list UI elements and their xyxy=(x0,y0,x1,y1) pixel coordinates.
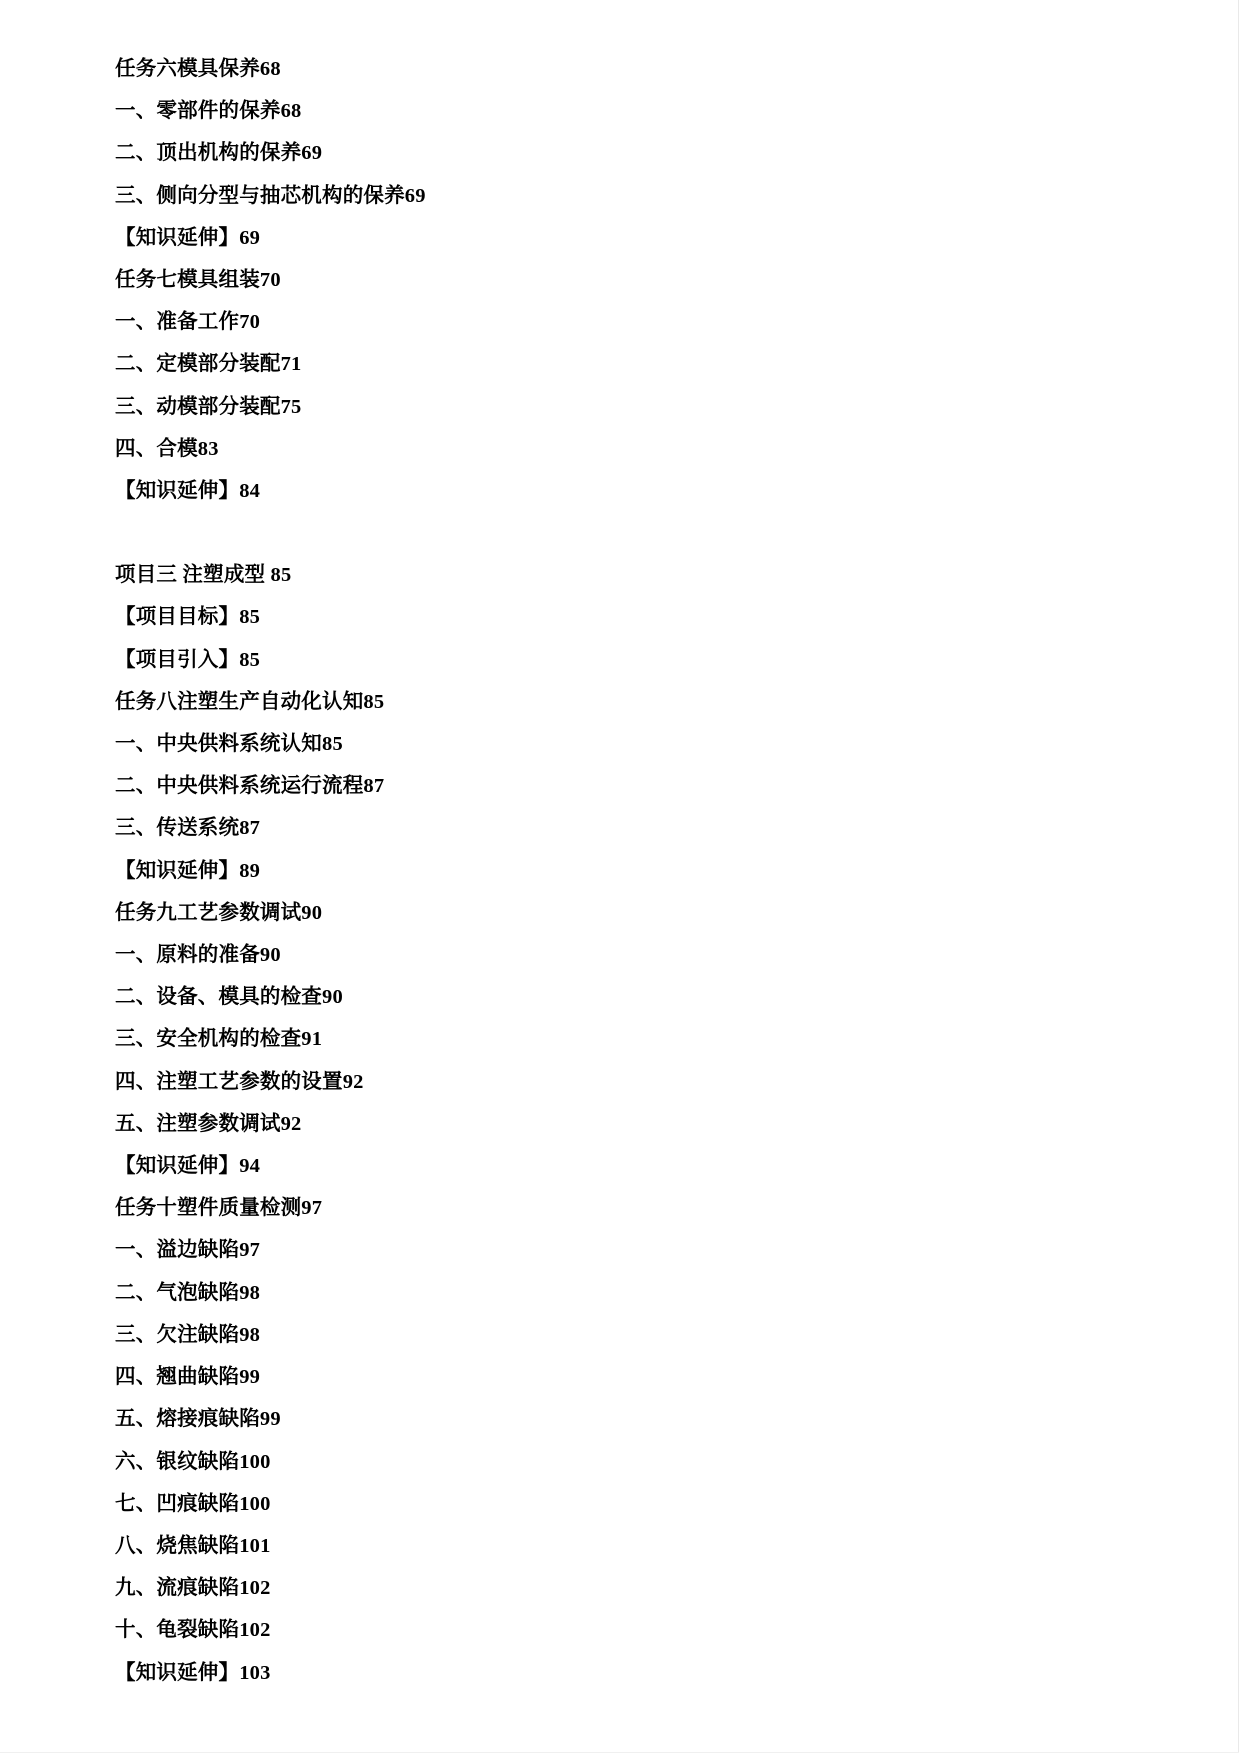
toc-entry[interactable]: 九、流痕缺陷102 xyxy=(115,1577,271,1600)
toc-entry[interactable]: 任务十塑件质量检测97 xyxy=(115,1197,323,1220)
table-of-contents xyxy=(115,48,1125,1694)
toc-entry[interactable]: 一、原料的准备90 xyxy=(115,944,281,967)
toc-entry[interactable]: 一、溢边缺陷97 xyxy=(115,1239,261,1262)
toc-entry[interactable]: 一、准备工作70 xyxy=(115,311,261,334)
toc-entry[interactable]: 二、气泡缺陷98 xyxy=(115,1281,261,1304)
toc-entry[interactable]: 任务八注塑生产自动化认知85 xyxy=(115,690,385,713)
toc-entry[interactable]: 三、安全机构的检查91 xyxy=(115,1028,323,1051)
toc-entry[interactable]: 四、翘曲缺陷99 xyxy=(115,1366,261,1389)
toc-entry[interactable]: 项目三 注塑成型 85 xyxy=(115,564,292,587)
toc-entry[interactable]: 五、熔接痕缺陷99 xyxy=(115,1408,281,1431)
toc-entry[interactable]: 一、中央供料系统认知85 xyxy=(115,733,343,756)
toc-entry[interactable]: 【知识延伸】103 xyxy=(115,1661,271,1684)
toc-entry[interactable]: 三、传送系统87 xyxy=(115,817,261,840)
toc-entry[interactable]: 任务九工艺参数调试90 xyxy=(115,901,323,924)
toc-spacer xyxy=(115,512,1125,554)
toc-entry[interactable]: 三、欠注缺陷98 xyxy=(115,1323,261,1346)
toc-entry[interactable]: 六、银纹缺陷100 xyxy=(115,1450,271,1473)
toc-entry[interactable]: 四、合模83 xyxy=(115,437,219,460)
toc-entry[interactable]: 【知识延伸】89 xyxy=(115,859,261,882)
toc-entry[interactable]: 一、零部件的保养68 xyxy=(115,100,302,123)
toc-entry[interactable]: 三、动模部分装配75 xyxy=(115,395,302,418)
toc-entry[interactable]: 任务六模具保养68 xyxy=(115,58,281,80)
toc-entry[interactable]: 二、设备、模具的检查90 xyxy=(115,986,343,1009)
toc-entry[interactable]: 二、定模部分装配71 xyxy=(115,353,302,376)
toc-entry[interactable]: 四、注塑工艺参数的设置92 xyxy=(115,1070,364,1093)
toc-entry[interactable]: 任务七模具组装70 xyxy=(115,269,281,292)
toc-entry[interactable]: 【项目目标】85 xyxy=(115,606,261,629)
toc-entry[interactable]: 五、注塑参数调试92 xyxy=(115,1112,302,1135)
toc-entry[interactable]: 八、烧焦缺陷101 xyxy=(115,1534,271,1557)
toc-entry[interactable]: 【项目引入】85 xyxy=(115,648,261,671)
toc-entry[interactable]: 二、中央供料系统运行流程87 xyxy=(115,775,385,798)
toc-entry[interactable]: 【知识延伸】69 xyxy=(115,226,261,249)
toc-entry[interactable]: 【知识延伸】84 xyxy=(115,480,261,503)
toc-entry[interactable]: 二、顶出机构的保养69 xyxy=(115,142,323,165)
toc-entry[interactable]: 七、凹痕缺陷100 xyxy=(115,1492,271,1515)
toc-entry[interactable]: 【知识延伸】94 xyxy=(115,1155,261,1178)
toc-entry[interactable]: 三、侧向分型与抽芯机构的保养69 xyxy=(115,184,426,207)
toc-entry[interactable]: 十、龟裂缺陷102 xyxy=(115,1619,271,1642)
